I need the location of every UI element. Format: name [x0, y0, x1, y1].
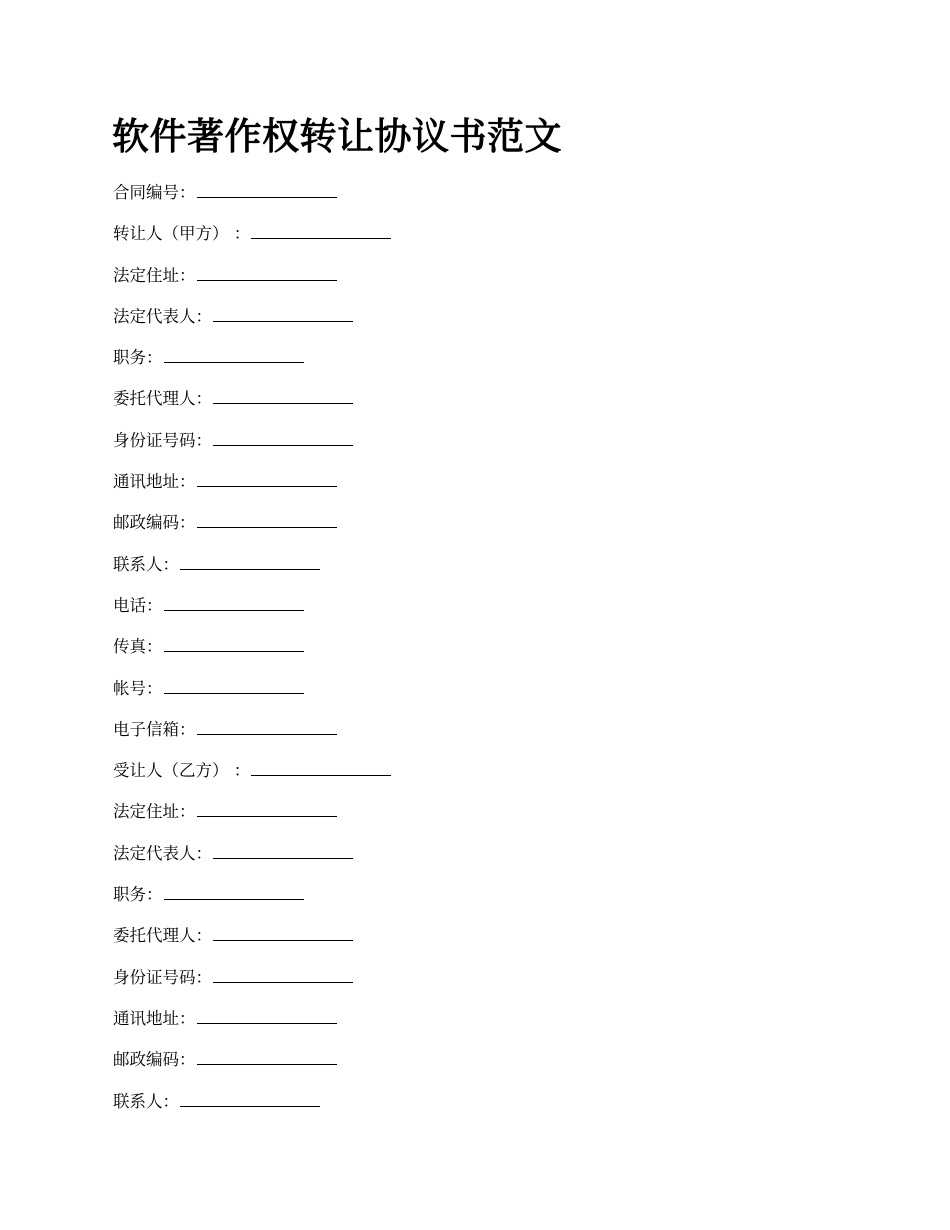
- document-title: 软件著作权转让协议书范文: [112, 114, 562, 158]
- field-colon: ：: [195, 306, 212, 326]
- field-colon: ：: [146, 348, 163, 368]
- field-label: 委托代理人: [113, 926, 196, 946]
- field-blank-line[interactable]: [164, 632, 304, 652]
- field-blank-line[interactable]: [197, 178, 337, 198]
- field-colon: ：: [179, 513, 196, 533]
- field-colon: ：: [146, 678, 163, 698]
- field-label: 联系人: [113, 554, 163, 574]
- field-blank-line[interactable]: [197, 261, 337, 281]
- field-label: 传真: [113, 637, 146, 657]
- field-blank-line[interactable]: [213, 384, 353, 404]
- field-label: 职务: [113, 348, 146, 368]
- field-label: 委托代理人: [113, 389, 196, 409]
- field-label: 电子信箱: [113, 719, 179, 739]
- field-blank-line[interactable]: [180, 550, 320, 570]
- form-field-row: [113, 839, 893, 880]
- field-colon: ：: [179, 802, 196, 822]
- field-colon: ：: [195, 843, 212, 863]
- form-field-row: [113, 219, 893, 260]
- field-blank-line[interactable]: [197, 467, 337, 487]
- form-field-row: [113, 550, 893, 591]
- field-label: 合同编号: [113, 183, 179, 202]
- field-label: 转让人（甲方）: [113, 224, 229, 244]
- field-colon: ：: [195, 967, 212, 987]
- form-field-row: [113, 1045, 893, 1086]
- form-field-row: [113, 674, 893, 715]
- field-blank-line[interactable]: [251, 219, 391, 239]
- field-label: 身份证号码: [113, 967, 196, 987]
- field-colon: ：: [179, 719, 196, 739]
- field-colon: ：: [228, 761, 251, 781]
- field-colon: ：: [195, 389, 212, 409]
- field-blank-line[interactable]: [197, 1045, 337, 1065]
- form-field-row: [113, 508, 893, 549]
- field-colon: ：: [228, 224, 251, 244]
- form-field-row: [113, 261, 893, 302]
- form-field-row: [113, 715, 893, 756]
- field-label: 法定代表人: [113, 843, 196, 863]
- field-colon: ：: [146, 637, 163, 657]
- field-label: 职务: [113, 885, 146, 905]
- field-blank-line[interactable]: [164, 674, 304, 694]
- field-label: 通讯地址: [113, 472, 179, 492]
- field-blank-line[interactable]: [197, 1004, 337, 1024]
- field-colon: ：: [146, 595, 163, 615]
- field-label: 邮政编码: [113, 513, 179, 533]
- form-field-row: [113, 426, 893, 467]
- field-label: 法定代表人: [113, 306, 196, 326]
- form-field-row: [113, 963, 893, 1004]
- field-colon: ：: [179, 472, 196, 492]
- field-label: 电话: [113, 595, 146, 615]
- form-field-row: [113, 467, 893, 508]
- form-field-row: [113, 178, 893, 219]
- form-field-row: [113, 632, 893, 673]
- field-colon: ：: [179, 265, 196, 285]
- form-field-row: [113, 1087, 893, 1128]
- field-blank-line[interactable]: [213, 426, 353, 446]
- field-colon: ：: [162, 1091, 179, 1111]
- field-blank-line[interactable]: [213, 921, 353, 941]
- field-blank-line[interactable]: [197, 508, 337, 528]
- form-field-row: [113, 797, 893, 838]
- form-field-row: [113, 384, 893, 425]
- field-blank-line[interactable]: [197, 715, 337, 735]
- field-blank-line[interactable]: [164, 343, 304, 363]
- field-label: 通讯地址: [113, 1008, 179, 1028]
- form-field-row: [113, 1004, 893, 1045]
- field-colon: ：: [179, 183, 196, 202]
- field-blank-line[interactable]: [164, 880, 304, 900]
- form-field-row: [113, 880, 893, 921]
- form-field-row: [113, 591, 893, 632]
- field-colon: ：: [146, 885, 163, 905]
- form-field-row: [113, 302, 893, 343]
- field-label: 帐号: [113, 678, 146, 698]
- field-colon: ：: [162, 554, 179, 574]
- field-colon: ：: [195, 430, 212, 450]
- field-colon: ：: [179, 1008, 196, 1028]
- form-field-list: [113, 178, 893, 1128]
- field-label: 联系人: [113, 1091, 163, 1111]
- field-colon: ：: [195, 926, 212, 946]
- form-field-row: [113, 343, 893, 384]
- form-field-row: [113, 756, 893, 797]
- field-label: 身份证号码: [113, 430, 196, 450]
- form-field-row: [113, 921, 893, 962]
- field-label: 法定住址: [113, 265, 179, 285]
- field-label: 法定住址: [113, 802, 179, 822]
- field-blank-line[interactable]: [197, 797, 337, 817]
- field-label: 邮政编码: [113, 1050, 179, 1070]
- field-label: 受让人（乙方）: [113, 761, 229, 781]
- field-colon: ：: [179, 1050, 196, 1070]
- field-blank-line[interactable]: [213, 963, 353, 983]
- field-blank-line[interactable]: [180, 1087, 320, 1107]
- field-blank-line[interactable]: [213, 302, 353, 322]
- field-blank-line[interactable]: [164, 591, 304, 611]
- field-blank-line[interactable]: [213, 839, 353, 859]
- field-blank-line[interactable]: [251, 756, 391, 776]
